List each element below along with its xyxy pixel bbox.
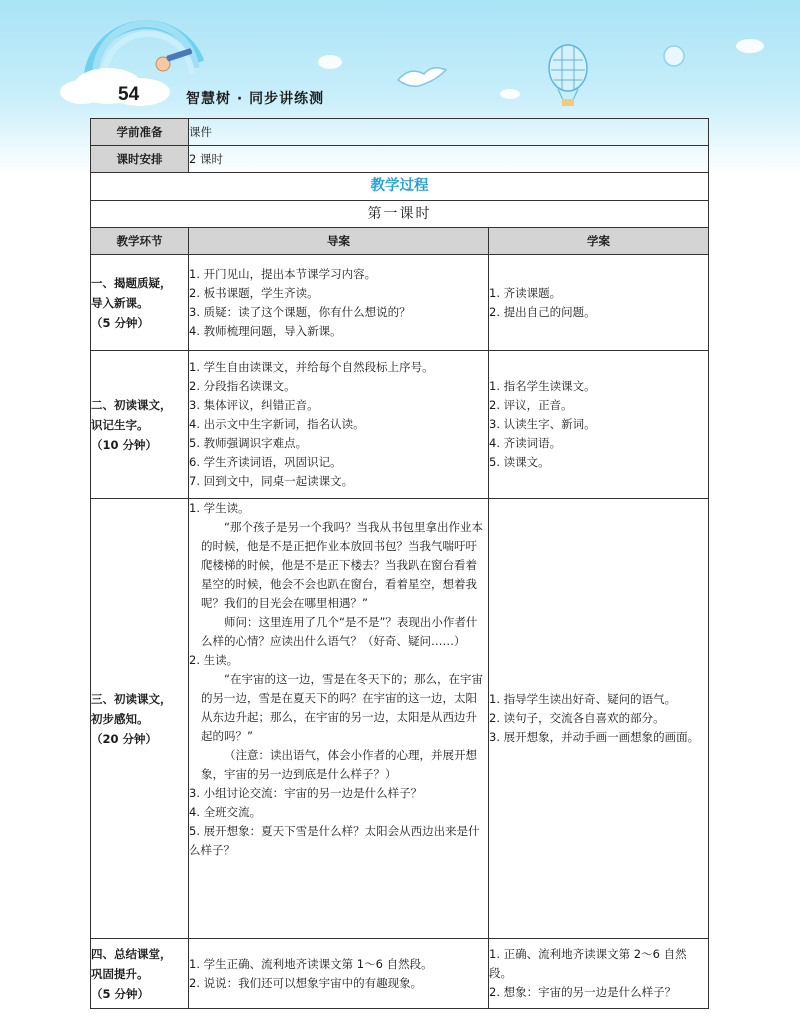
stage-row: [91, 939, 709, 1009]
guide-quote: “在宇宙的这一边，雪是在冬天下的；那么，在宇宙的另一边，雪是在夏天下的吗？在宇宙的这一边，太阳从东边升起；那么，在宇宙的另一边，太阳是从西边升起的吗？”: [201, 672, 483, 743]
learn-item: 2. 评议，正音。: [489, 398, 573, 412]
learn-item: 1. 指名学生读课文。: [489, 379, 596, 393]
learn-item: 1. 正确、流利地齐读课文第 2～6 自然段。: [489, 947, 687, 980]
guide-cell: [189, 499, 489, 939]
column-header-stage: 教学环节: [91, 228, 189, 255]
guide-item: 3. 集体评议，纠错正音。: [189, 398, 319, 412]
guide-item: 1. 学生读。: [189, 501, 250, 515]
process-title-row: [91, 173, 709, 201]
learn-item: 5. 读课文。: [489, 455, 550, 469]
guide-cell: [189, 351, 489, 499]
guide-cell: [189, 939, 489, 1009]
learn-item: 3. 展开想象，并动手画一画想象的画面。: [489, 730, 700, 744]
learn-item: 2. 想象：宇宙的另一边是什么样子？: [489, 985, 677, 999]
learn-item: 1. 齐读课题。: [489, 285, 562, 300]
stage-name-line: 初步感知。: [91, 711, 149, 726]
guide-note: （注意：读出语气，体会小作者的心理，并展开想象，宇宙的另一边到底是什么样子？）: [201, 748, 477, 781]
guide-quote: “那个孩子是另一个我吗？当我从书包里拿出作业本的时候，他是不是正把作业本放回书包？当我气喘吁吁爬楼梯的时候，他是不是正下楼去？当我趴在窗台看着星空的时候，他会不会也趴在窗台，看着星空，想着我呢？我们的目光会在哪里相遇？”: [201, 520, 483, 610]
schedule-row: [91, 146, 709, 173]
lesson-plan-table: [90, 118, 709, 1009]
learn-cell: [489, 499, 709, 939]
guide-item: 3. 小组讨论交流：宇宙的另一边是什么样子？: [189, 786, 423, 800]
stage-name-line: （5 分钟）: [91, 315, 150, 330]
guide-item: 4. 全班交流。: [189, 805, 262, 819]
schedule-value: 2 课时: [189, 146, 709, 173]
learn-cell: [489, 255, 709, 351]
sun-icon: [664, 46, 684, 66]
stage-name: [91, 499, 189, 939]
learn-item: 3. 认读生字、新词。: [489, 417, 596, 431]
column-header-row: [91, 228, 709, 255]
stage-row: [91, 499, 709, 939]
prep-row: [91, 119, 709, 146]
stage-name-line: 四、总结课堂，: [91, 946, 172, 961]
guide-item: 6. 学生齐读词语，巩固识记。: [189, 455, 342, 469]
schedule-label: 课时安排: [91, 146, 189, 173]
stage-name-line: 二、初读课文，: [91, 397, 172, 412]
stage-name-line: 识记生字。: [91, 417, 149, 432]
cloud-icon: [318, 39, 764, 99]
guide-item: 4. 出示文中生字新词，指名认读。: [189, 417, 365, 431]
column-header-guide: 导案: [189, 228, 489, 255]
learn-item: 1. 指导学生读出好奇、疑问的语气。: [489, 692, 677, 706]
stage-name-line: 三、初读课文，: [91, 691, 172, 706]
stage-name: [91, 351, 189, 499]
guide-item: 3. 质疑：读了这个课题，你有什么想说的？: [189, 304, 411, 319]
guide-item: 7. 回到文中，同桌一起读课文。: [189, 474, 354, 488]
stage-name-line: （5 分钟）: [91, 986, 150, 1001]
lesson-title: 第一课时: [91, 201, 709, 228]
stage-name-line: （20 分钟）: [91, 731, 158, 746]
stage-name-line: （10 分钟）: [91, 437, 158, 452]
column-header-learn: 学案: [489, 228, 709, 255]
guide-item: 5. 教师强调识字难点。: [189, 436, 308, 450]
prep-value: 课件: [189, 119, 709, 146]
guide-question: 师问：这里连用了几个“是不是”？表现出小作者什么样的心情？应读出什么语气？（好奇、疑问……）: [201, 615, 478, 648]
hot-air-balloon-icon: [549, 45, 587, 106]
learn-item: 4. 齐读词语。: [489, 436, 562, 450]
stage-row: [91, 351, 709, 499]
guide-item: 2. 说说：我们还可以想象宇宙中的有趣现象。: [189, 975, 423, 990]
stage-name-line: 一、揭题质疑，: [91, 275, 172, 290]
stage-name: [91, 255, 189, 351]
guide-item: 1. 学生自由读课文，并给每个自然段标上序号。: [189, 360, 434, 374]
guide-item: 2. 生读。: [189, 653, 239, 667]
stage-name-line: 导入新课。: [91, 295, 149, 310]
bird-icon: [398, 68, 446, 87]
stage-name: [91, 939, 189, 1009]
guide-item: 2. 分段指名读课文。: [189, 379, 296, 393]
lesson-title-row: [91, 201, 709, 228]
book-title: 智慧树 · 同步讲练测: [186, 91, 325, 107]
page-number: 54: [118, 84, 140, 105]
guide-item: 1. 开门见山，提出本节课学习内容。: [189, 266, 377, 281]
learn-item: 2. 提出自己的问题。: [489, 304, 596, 319]
guide-item: 4. 教师梳理问题，导入新课。: [189, 323, 342, 338]
stage-row: [91, 255, 709, 351]
guide-cell: [189, 255, 489, 351]
prep-label: 学前准备: [91, 119, 189, 146]
stage-name-line: 巩固提升。: [91, 966, 149, 981]
guide-item: 1. 学生正确、流利地齐读课文第 1～6 自然段。: [189, 956, 433, 971]
guide-item: 5. 展开想象：夏天下雪是什么样？太阳会从西边出来是什么样子？: [189, 824, 480, 857]
learn-cell: [489, 939, 709, 1009]
learn-cell: [489, 351, 709, 499]
learn-item: 2. 读句子，交流各自喜欢的部分。: [489, 711, 665, 725]
guide-item: 2. 板书课题，学生齐读。: [189, 285, 319, 300]
process-title: 教学过程: [91, 173, 709, 201]
